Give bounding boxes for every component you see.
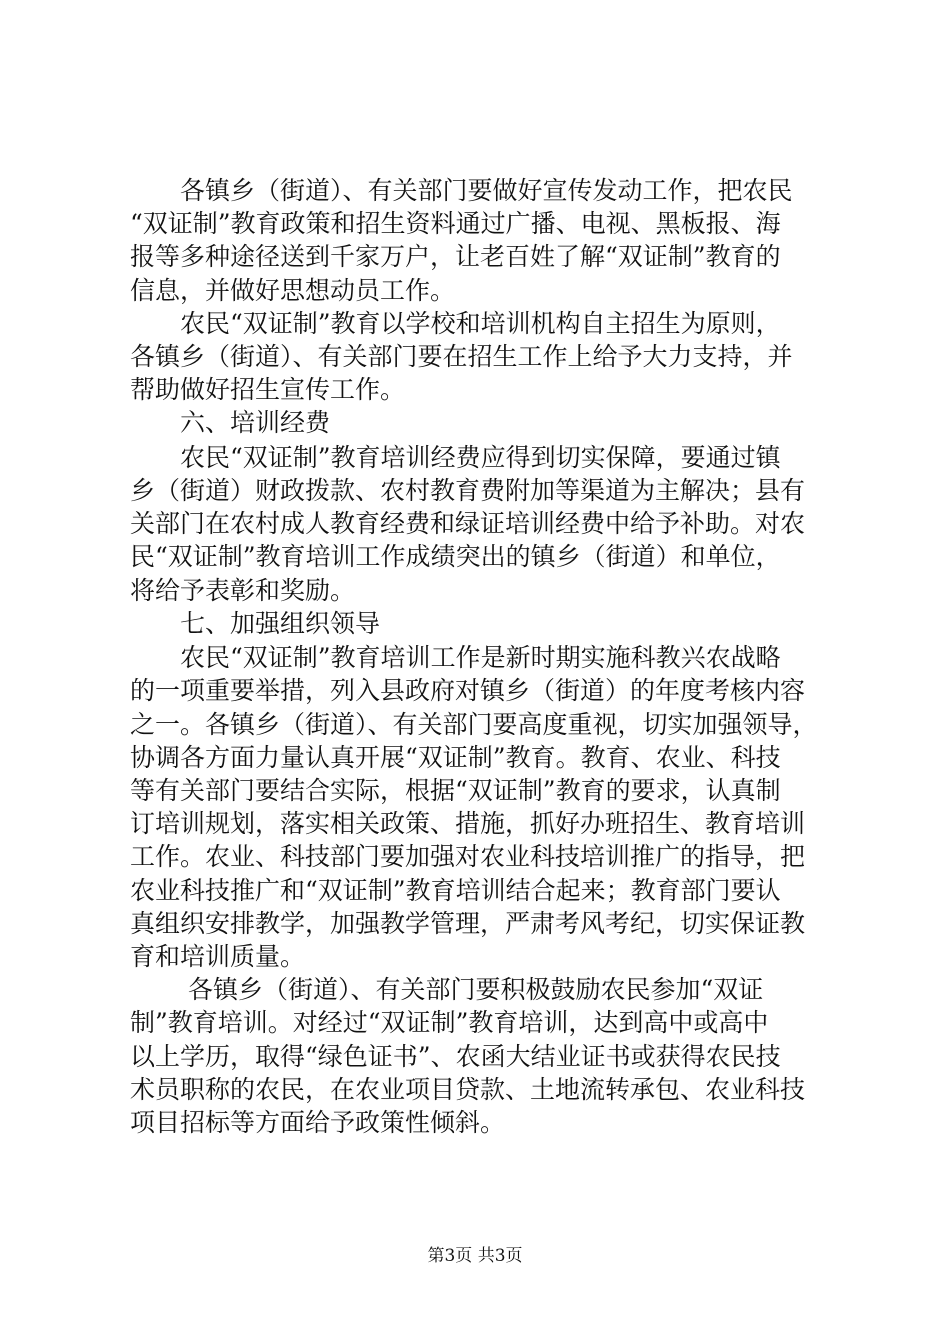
paragraph-line: 各镇乡（街道）、有关部门要积极鼓励农民参加“双证 (130, 975, 764, 1005)
section-heading: 六、培训经费 (130, 408, 331, 438)
paragraph-line: 农民“双证制”教育以学校和培训机构自主招生为原则， (130, 308, 781, 338)
paragraph-line: “双证制”教育政策和招生资料通过广播、电视、黑板报、海 (130, 209, 781, 239)
paragraph-line: 等有关部门要结合实际，根据“双证制”教育的要求，认真制 (130, 776, 781, 805)
paragraph-line: 民“双证制”教育培训工作成绩突出的镇乡（街道）和单位， (130, 542, 781, 572)
paragraph-line: 术员职称的农民，在农业项目贷款、土地流转承包、农业科技 (130, 1074, 806, 1104)
paragraph-line: 信息，并做好思想动员工作。 (130, 275, 456, 305)
paragraph-line: 关部门在农村成人教育经费和绿证培训经费中给予补助。对农 (130, 509, 806, 539)
section-heading: 七、加强组织领导 (130, 608, 381, 638)
paragraph-line: 协调各方面力量认真开展“双证制”教育。教育、农业、科技 (130, 742, 781, 772)
paragraph-line: 帮助做好招生宣传工作。 (130, 375, 406, 405)
paragraph-line: 之一。各镇乡（街道）、有关部门要高度重视，切实加强领导， (130, 709, 818, 739)
paragraph-line: 以上学历，取得“绿色证书”、农函大结业证书或获得农民技 (130, 1041, 781, 1071)
paragraph-line: 报等多种途径送到千家万户，让老百姓了解“双证制”教育的 (130, 242, 781, 272)
paragraph-line: 农民“双证制”教育培训经费应得到切实保障，要通过镇 (130, 442, 781, 472)
paragraph-line: 农业科技推广和“双证制”教育培训结合起来；教育部门要认 (130, 875, 781, 905)
page-number-footer: 第3页 共3页 (427, 1246, 523, 1266)
document-body (130, 174, 830, 1139)
paragraph-line: 订培训规划，落实相关政策、措施，抓好办班招生、教育培训 (130, 809, 806, 839)
paragraph-line: 将给予表彰和奖励。 (130, 575, 356, 605)
paragraph-line: 真组织安排教学，加强教学管理，严肃考风考纪，切实保证教 (130, 908, 806, 938)
paragraph-line: 育和培训质量。 (130, 941, 306, 971)
paragraph-line: 农民“双证制”教育培训工作是新时期实施科教兴农战略 (130, 643, 781, 673)
paragraph-line: 各镇乡（街道）、有关部门要在招生工作上给予大力支持，并 (130, 341, 793, 371)
paragraph-line: 的一项重要举措，列入县政府对镇乡（街道）的年度考核内容 (130, 676, 806, 706)
paragraph-line: 各镇乡（街道）、有关部门要做好宣传发动工作，把农民 (130, 176, 793, 205)
paragraph-line: 乡（街道）财政拨款、农村教育费附加等渠道为主解决；县有 (130, 476, 806, 505)
paragraph-line: 工作。农业、科技部门要加强对农业科技培训推广的指导，把 (130, 842, 806, 872)
paragraph-line: 项目招标等方面给予政策性倾斜。 (130, 1107, 506, 1137)
paragraph-line: 制”教育培训。对经过“双证制”教育培训，达到高中或高中 (130, 1008, 769, 1038)
